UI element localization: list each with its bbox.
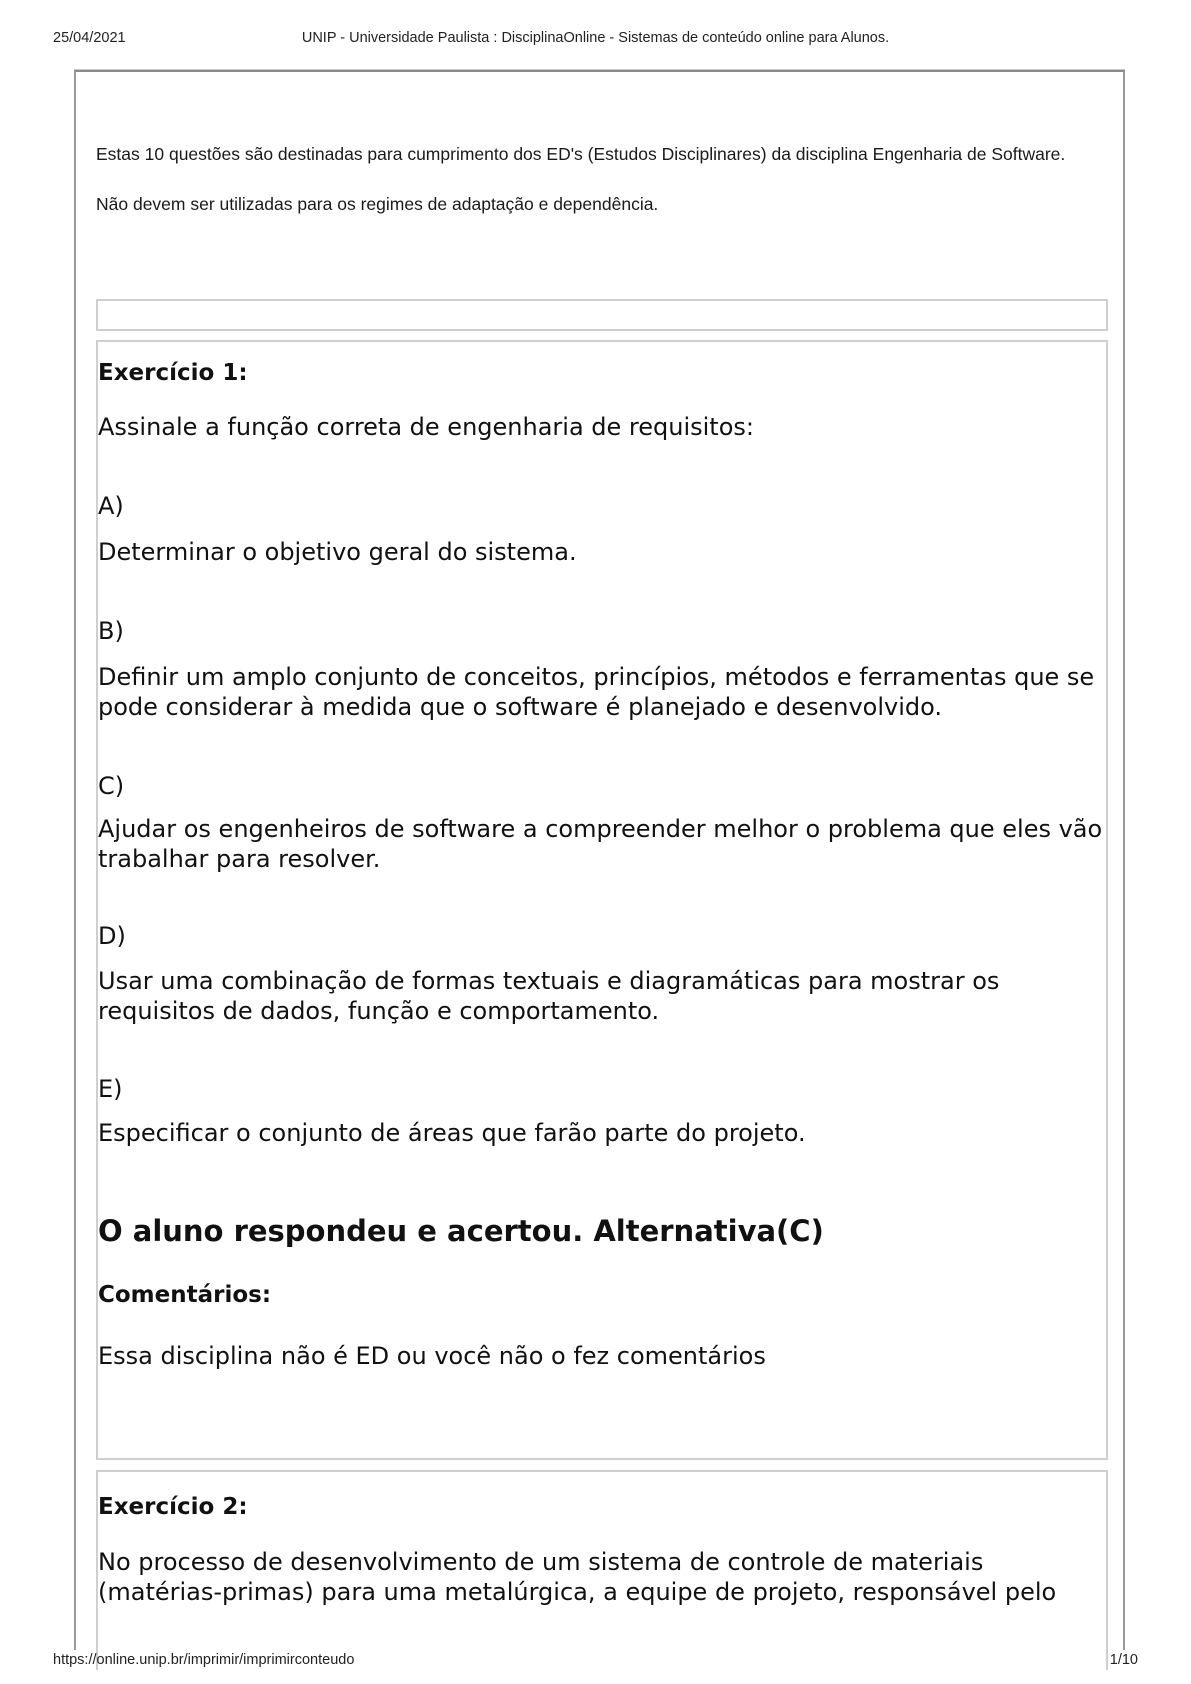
option-c-text: Ajudar os engenheiros de software a compreender melhor o problema que eles vão trabalhar para resolver. — [98, 815, 1103, 873]
option-e-label: E) — [98, 1075, 123, 1103]
empty-box — [96, 299, 1108, 331]
option-a-text: Determinar o objetivo geral do sistema. — [98, 538, 577, 566]
answer-result: O aluno respondeu e acertou. Alternativa(C) — [98, 1214, 824, 1248]
exercise-question: No processo de desenvolvimento de um sistema de controle de materiais (matérias-primas) para uma metalúrgica, a equipe de projeto, responsável pelo — [98, 1548, 1057, 1606]
print-footer — [53, 1652, 1138, 1672]
exercise-question: Assinale a função correta de engenharia de requisitos: — [98, 413, 754, 441]
comments-text: Essa disciplina não é ED ou você não o fez comentários — [98, 1342, 766, 1370]
option-d-label: D) — [98, 922, 126, 950]
print-header — [53, 30, 1138, 50]
exercise-title: Exercício 2: — [98, 1494, 248, 1520]
print-date: 25/04/2021 — [53, 30, 126, 46]
intro-paragraph: Estas 10 questões são destinadas para cumprimento dos ED's (Estudos Disciplinares) da disciplina Engenharia de Software. — [96, 144, 1066, 164]
exercise-2-box — [96, 1470, 1108, 1670]
page-number: 1/10 — [1109, 1652, 1138, 1668]
comments-title: Comentários: — [98, 1282, 272, 1308]
option-c-label: C) — [98, 772, 125, 800]
option-a-label: A) — [98, 492, 124, 520]
print-url: https://online.unip.br/imprimir/imprimirconteudo — [53, 1652, 355, 1668]
exercise-1-box — [96, 340, 1108, 1460]
exercise-title: Exercício 1: — [98, 360, 248, 386]
option-d-text: Usar uma combinação de formas textuais e diagramáticas para mostrar os requisitos de dados, função e comportamento. — [98, 967, 1000, 1025]
print-page-title: UNIP - Universidade Paulista : DisciplinaOnline - Sistemas de conteúdo online para Alunos. — [301, 30, 890, 46]
option-e-text: Especificar o conjunto de áreas que farão parte do projeto. — [98, 1119, 806, 1147]
option-b-label: B) — [98, 617, 124, 645]
intro-section — [96, 140, 1106, 218]
option-b-text: Definir um amplo conjunto de conceitos, princípios, métodos e ferramentas que se pode considerar à medida que o software é planejado e desenvolvido. — [98, 663, 1095, 721]
intro-notice: Não devem ser utilizadas para os regimes de adaptação e dependência. — [96, 194, 659, 214]
